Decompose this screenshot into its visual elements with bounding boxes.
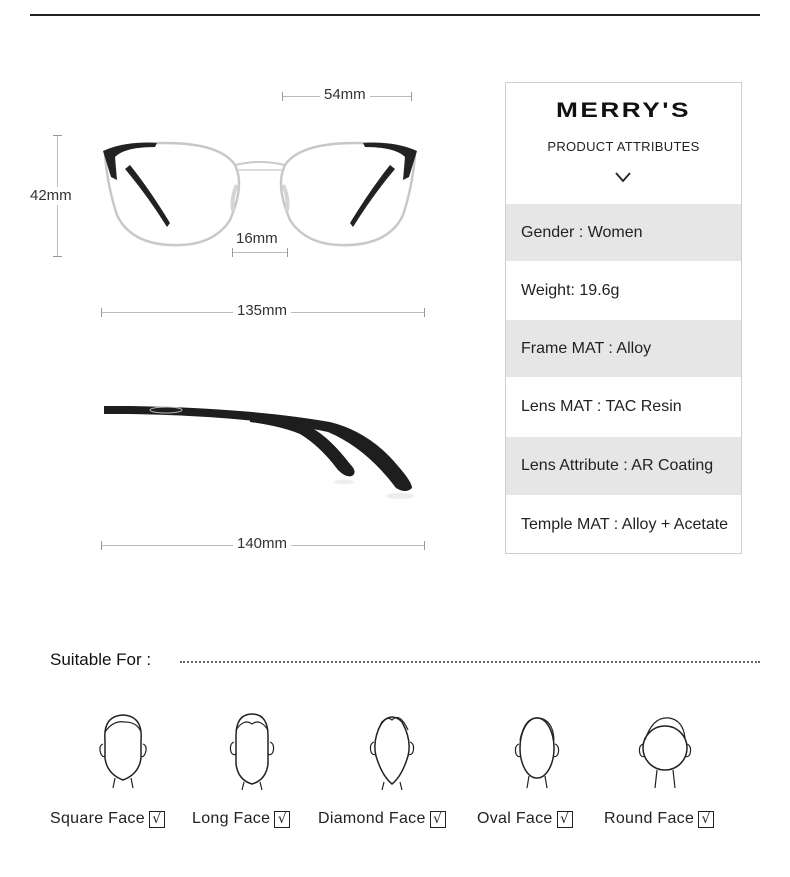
- attr-temple-material: Temple MAT : Alloy + Acetate: [521, 516, 729, 533]
- diamond-face-icon: [362, 710, 422, 790]
- face-name: Diamond Face: [318, 810, 426, 827]
- temple-length-label: 140mm: [233, 535, 291, 553]
- suitable-for-title: Suitable For :: [50, 650, 152, 669]
- oval-face-icon: [507, 710, 567, 790]
- frame-width-label: 135mm: [233, 302, 291, 320]
- round-face-icon: [635, 710, 695, 790]
- attributes-subtitle: PRODUCT ATTRIBUTES: [547, 139, 700, 154]
- brand-logo: MERRY'S: [555, 99, 692, 122]
- diamond-face-label: [318, 810, 446, 828]
- checkbox-checked-icon: √: [274, 811, 290, 828]
- face-name: Round Face: [604, 810, 695, 827]
- checkbox-checked-icon: √: [698, 811, 714, 828]
- square-face-icon: [93, 710, 153, 790]
- attr-lens-material: Lens MAT : TAC Resin: [521, 398, 682, 415]
- square-face-label: [50, 810, 165, 828]
- glasses-side-icon: [100, 398, 420, 503]
- checkbox-checked-icon: √: [557, 811, 573, 828]
- face-name: Long Face: [192, 810, 271, 827]
- face-name: Oval Face: [477, 810, 553, 827]
- dotted-divider: [180, 661, 760, 663]
- attr-frame-material: Frame MAT : Alloy: [506, 320, 742, 377]
- lens-height-label: 42mm: [26, 187, 76, 205]
- attr-weight: Weight: 19.6g: [521, 281, 620, 299]
- oval-face-label: [477, 810, 573, 828]
- long-face-icon: [222, 710, 282, 790]
- checkbox-checked-icon: √: [149, 811, 165, 828]
- attr-lens-attribute: Lens Attribute : AR Coating: [506, 437, 742, 495]
- top-divider: [30, 14, 760, 16]
- checkbox-checked-icon: √: [430, 811, 446, 828]
- product-attributes-panel: [505, 82, 742, 554]
- bridge-line: [232, 252, 288, 253]
- attr-gender: Gender : Women: [506, 204, 742, 261]
- bridge-label: 16mm: [232, 230, 282, 248]
- face-name: Square Face: [50, 810, 145, 827]
- round-face-label: [604, 810, 714, 828]
- lens-width-label: 54mm: [320, 86, 370, 104]
- chevron-down-icon: [614, 171, 632, 183]
- long-face-label: [192, 810, 290, 828]
